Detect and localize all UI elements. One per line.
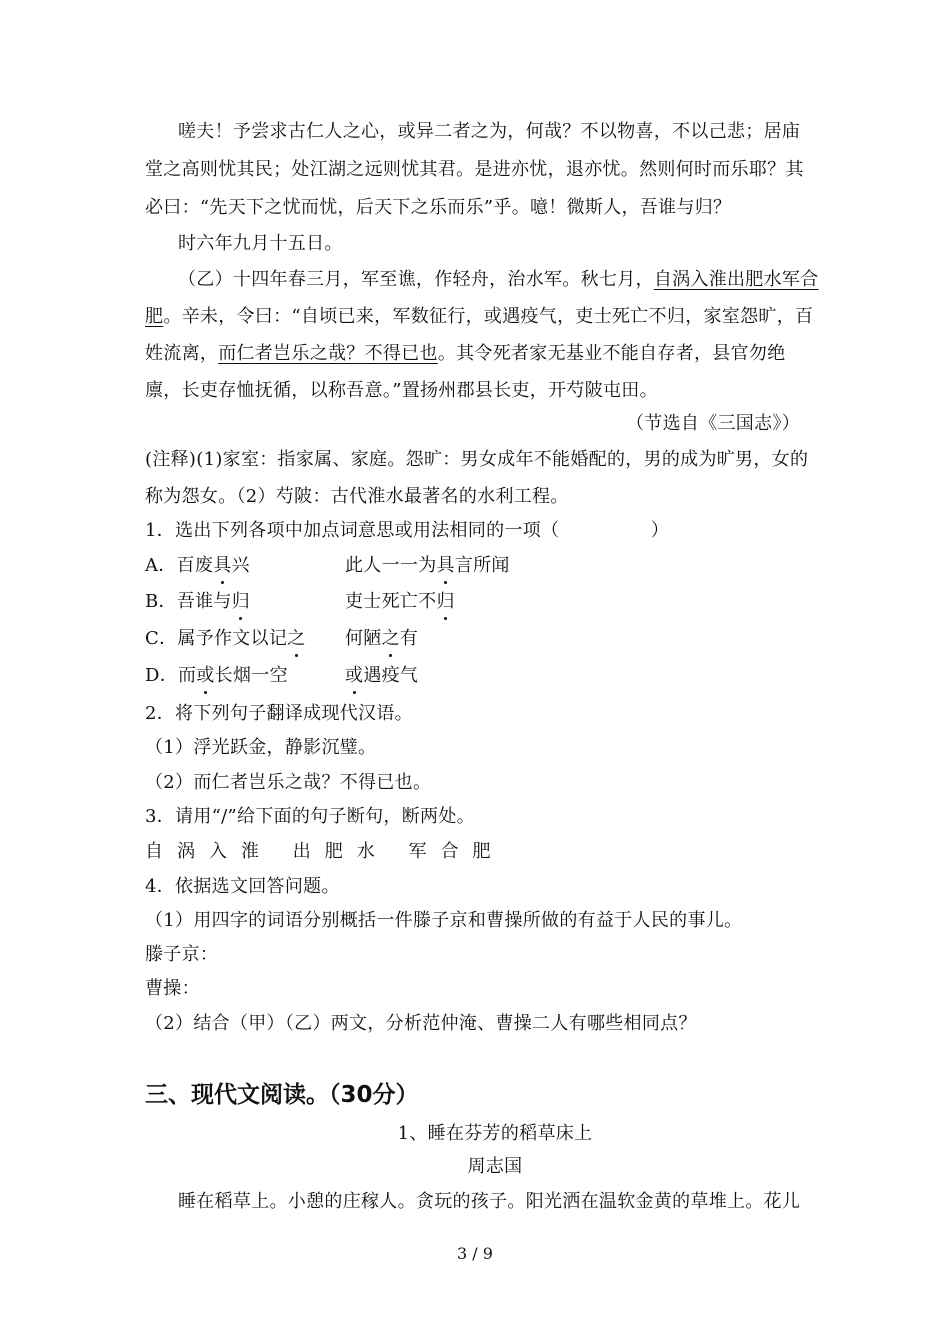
question-2-prompt: 2．将下列句子翻译成现代汉语。 bbox=[145, 703, 413, 724]
question-4-prompt: 4．依据选文回答问题。 bbox=[145, 876, 340, 897]
article-first-line: 睡在稻草上。小憩的庄稼人。贪玩的孩子。阳光洒在温软金黄的草堆上。花儿 bbox=[178, 1191, 801, 1212]
option-right-text: 遇疫气 bbox=[363, 665, 419, 686]
option-left-text: 长烟一空 bbox=[214, 665, 288, 686]
option-d bbox=[145, 664, 815, 688]
yi-text: （乙）十四年春三月，军至谯，作轻舟，治水军。秋七月， bbox=[178, 269, 654, 290]
dotted-char: 之 bbox=[287, 628, 306, 649]
article-title: 1、睡在芬芳的稻草床上 bbox=[397, 1123, 593, 1144]
option-left-text: 兴 bbox=[231, 555, 250, 576]
yi-text: 姓流离， bbox=[145, 343, 219, 364]
yi-text: 。辛未，令曰：“自顷已来，军数征行，或遇疫气，吏士死亡不归，家室怨旷，百 bbox=[163, 306, 814, 327]
jia-paragraph-line-3: 必曰：“先天下之忧而忧，后天下之乐而乐”乎。噫！微斯人，吾谁与归？ bbox=[145, 197, 732, 218]
option-c bbox=[145, 627, 815, 651]
option-a-right bbox=[345, 554, 510, 578]
question-4-sub-1: （1）用四字的词语分别概括一件滕子京和曹操所做的有益于人民的事儿。 bbox=[145, 910, 743, 931]
yi-underlined-phrase: 自涡入淮出肥水军合 bbox=[653, 269, 819, 290]
jia-date-line: 时六年九月十五日。 bbox=[178, 233, 343, 254]
notes-line-1: (注释)(1)家室：指家属、家庭。怨旷：男女成年不能婚配的，男的成为旷男，女的 bbox=[145, 449, 809, 470]
option-left-text: 而 bbox=[178, 665, 197, 686]
yi-paragraph-line-3 bbox=[145, 342, 815, 366]
option-right-text: 此人一一为 bbox=[345, 555, 437, 576]
question-1-prompt: 1．选出下列各项中加点词意思或用法相同的一项（ ） bbox=[145, 520, 670, 541]
option-right-text: 有 bbox=[399, 628, 419, 649]
answer-label-tengzijing: 滕子京： bbox=[145, 944, 219, 965]
question-2-sentence-1: （1）浮光跃金，静影沉璧。 bbox=[145, 737, 377, 758]
jia-paragraph-line-1: 嗟夫！予尝求古仁人之心，或异二者之为，何哉？不以物喜，不以己悲；居庙 bbox=[178, 121, 801, 142]
yi-paragraph-line-1 bbox=[178, 268, 848, 292]
option-a bbox=[145, 554, 815, 578]
option-left-text: 属予作文以记 bbox=[177, 628, 288, 649]
page-number: 3 / 9 bbox=[457, 1244, 493, 1263]
option-left-text: 吾谁与 bbox=[176, 591, 232, 612]
article-author: 周志国 bbox=[467, 1156, 523, 1177]
question-2-sentence-2: （2）而仁者岂乐之哉？不得已也。 bbox=[145, 772, 432, 793]
option-left-text: 百废 bbox=[176, 555, 214, 576]
question-3-sentence: 自涡入淮 出肥水 军合肥 bbox=[145, 841, 505, 862]
answer-label-caocao: 曹操： bbox=[145, 978, 200, 999]
yi-paragraph-line-2 bbox=[145, 305, 815, 329]
dotted-char: 具 bbox=[436, 555, 455, 576]
dotted-char: 或 bbox=[196, 665, 215, 686]
yi-paragraph-line-4: 廪，长吏存恤抚循，以称吾意。”置扬州郡县长吏，开芍陂屯田。 bbox=[145, 380, 658, 401]
question-3-prompt: 3．请用“/”给下面的句子断句，断两处。 bbox=[145, 806, 475, 827]
yi-underlined-phrase-end: 肥 bbox=[145, 306, 164, 327]
dotted-char: 归 bbox=[231, 591, 251, 612]
dotted-char: 之 bbox=[381, 628, 400, 649]
dotted-char: 具 bbox=[213, 555, 232, 576]
source-citation: （节选自《三国志》） bbox=[626, 413, 800, 434]
option-right-text: 吏士死亡不 bbox=[345, 591, 437, 612]
dotted-char: 归 bbox=[436, 591, 455, 612]
option-b bbox=[145, 590, 815, 614]
option-right-text: 何陋 bbox=[345, 628, 382, 649]
option-b-right bbox=[345, 590, 455, 614]
dotted-char: 或 bbox=[345, 665, 364, 686]
option-label: D． bbox=[145, 665, 179, 686]
yi-underlined-sentence: 而仁者岂乐之哉？不得已也 bbox=[218, 343, 438, 364]
yi-text: 。其令死者家无基业不能自存者，县官勿绝 bbox=[437, 343, 786, 364]
option-right-text: 言所闻 bbox=[454, 555, 510, 576]
option-c-right bbox=[345, 627, 418, 651]
option-d-right bbox=[345, 664, 418, 688]
notes-line-2: 称为怨女。（2）芍陂：古代淮水最著名的水利工程。 bbox=[145, 486, 569, 507]
option-label: A． bbox=[145, 555, 177, 576]
jia-paragraph-line-2: 堂之高则忧其民；处江湖之远则忧其君。是进亦忧，退亦忧。然则何时而乐耶？其 bbox=[145, 159, 804, 180]
option-label: C． bbox=[145, 628, 178, 649]
option-label: B． bbox=[145, 591, 177, 612]
question-4-sub-2: （2）结合（甲）（乙）两文，分析范仲淹、曹操二人有哪些相同点？ bbox=[145, 1013, 697, 1034]
section-heading: 三、现代文阅读。（30分） bbox=[145, 1082, 419, 1108]
